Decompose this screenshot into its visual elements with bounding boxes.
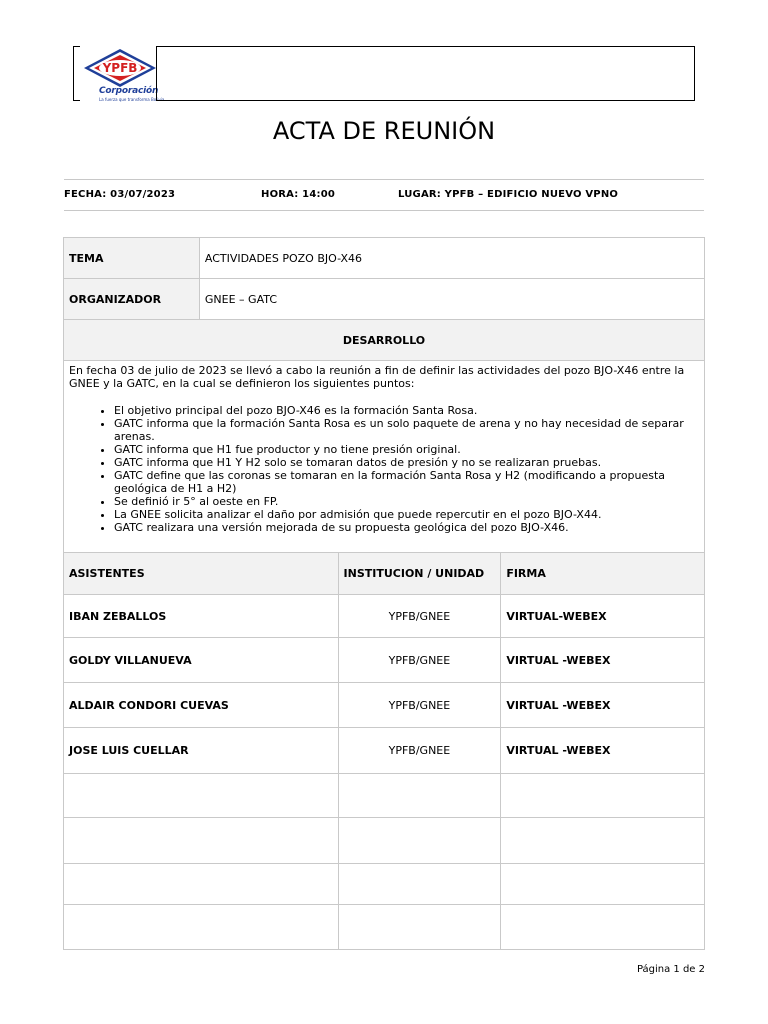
asistente-firma: VIRTUAL-WEBEX (501, 595, 705, 638)
meta-top-divider (64, 179, 704, 180)
desarrollo-heading-row (64, 320, 705, 361)
point-item: • La GNEE solicita analizar el daño por admisión que puede repercutir en el pozo BJO-X44. (114, 508, 699, 521)
empty-row (64, 774, 705, 818)
empty-cell (338, 774, 501, 818)
tema-row (64, 238, 705, 279)
page-title: ACTA DE REUNIÓN (272, 117, 496, 145)
organizador-row (64, 279, 705, 320)
point-item: • GATC informa que H1 Y H2 solo se tomaran datos de presión y no se realizaran pruebas. (114, 456, 699, 469)
empty-cell (501, 818, 705, 864)
table-row (64, 638, 705, 683)
empty-cell (501, 905, 705, 950)
minutes-table (63, 237, 705, 950)
organizador-label: ORGANIZADOR (64, 279, 200, 320)
empty-cell (501, 774, 705, 818)
table-row (64, 728, 705, 774)
ypfb-logo (83, 48, 165, 102)
table-row (64, 595, 705, 638)
point-item: • GATC informa que H1 fue productor y no tiene presión original. (114, 443, 699, 456)
meta-lugar: LUGAR: YPFB – EDIFICIO NUEVO VPNO (398, 189, 619, 200)
organizador-value: GNEE – GATC (199, 279, 704, 320)
asistente-nombre: JOSE LUIS CUELLAR (64, 728, 339, 774)
table-row (64, 683, 705, 728)
desarrollo-points (69, 404, 699, 534)
asistentes-header-row (64, 553, 705, 595)
logo-tagline: La fuerza que transforma Bolivia (99, 97, 165, 102)
empty-cell (501, 864, 705, 905)
empty-cell (338, 905, 501, 950)
point-item: • Se definió ir 5° al oeste en FP. (114, 495, 699, 508)
asistente-unidad: YPFB/GNEE (338, 683, 501, 728)
asistente-unidad: YPFB/GNEE (338, 728, 501, 774)
empty-cell (338, 864, 501, 905)
asistente-unidad: YPFB/GNEE (338, 638, 501, 683)
header-bracket (73, 46, 80, 101)
meta-fecha: FECHA: 03/07/2023 (64, 189, 176, 200)
empty-cell (64, 864, 339, 905)
tema-value: ACTIVIDADES POZO BJO-X46 (199, 238, 704, 279)
empty-cell (338, 818, 501, 864)
desarrollo-heading: DESARROLLO (64, 320, 705, 361)
desarrollo-intro: En fecha 03 de julio de 2023 se llevó a cabo la reunión a fin de definir las actividades del pozo BJO-X46 entre la GNEE y la GATC, en la cual se definieron los siguientes puntos: (69, 364, 685, 390)
meta-bottom-divider (64, 210, 704, 211)
logo-text: YPFB (102, 61, 138, 75)
asistente-nombre: ALDAIR CONDORI CUEVAS (64, 683, 339, 728)
desarrollo-body-row (64, 361, 705, 553)
asistente-firma: VIRTUAL -WEBEX (501, 728, 705, 774)
asistentes-header: ASISTENTES (64, 553, 339, 595)
asistente-unidad: YPFB/GNEE (338, 595, 501, 638)
point-item: • GATC informa que la formación Santa Rosa es un solo paquete de arena y no hay necesidad de separar arenas. (114, 417, 699, 443)
asistente-firma: VIRTUAL -WEBEX (501, 638, 705, 683)
empty-row (64, 864, 705, 905)
empty-cell (64, 818, 339, 864)
tema-label: TEMA (64, 238, 200, 279)
firma-header: FIRMA (501, 553, 705, 595)
document-header (73, 46, 695, 101)
ypfb-diamond-icon (83, 48, 157, 88)
asistente-firma: VIRTUAL -WEBEX (501, 683, 705, 728)
header-frame (156, 46, 695, 101)
page-number: Página 1 de 2 (636, 964, 705, 975)
point-item: • GATC define que las coronas se tomaran en la formación Santa Rosa y H2 (modificando a propuesta geológica de H1 a H2) (114, 469, 699, 495)
meta-hora: HORA: 14:00 (261, 189, 336, 200)
empty-cell (64, 905, 339, 950)
logo-subtitle: Corporación (99, 86, 159, 96)
empty-row (64, 905, 705, 950)
point-item: • El objetivo principal del pozo BJO-X46 es la formación Santa Rosa. (114, 404, 699, 417)
empty-cell (64, 774, 339, 818)
desarrollo-body (64, 361, 705, 553)
asistente-nombre: IBAN ZEBALLOS (64, 595, 339, 638)
institucion-header: INSTITUCION / UNIDAD (338, 553, 501, 595)
point-item: • GATC realizara una versión mejorada de su propuesta geológica del pozo BJO-X46. (114, 521, 699, 534)
asistente-nombre: GOLDY VILLANUEVA (64, 638, 339, 683)
empty-row (64, 818, 705, 864)
